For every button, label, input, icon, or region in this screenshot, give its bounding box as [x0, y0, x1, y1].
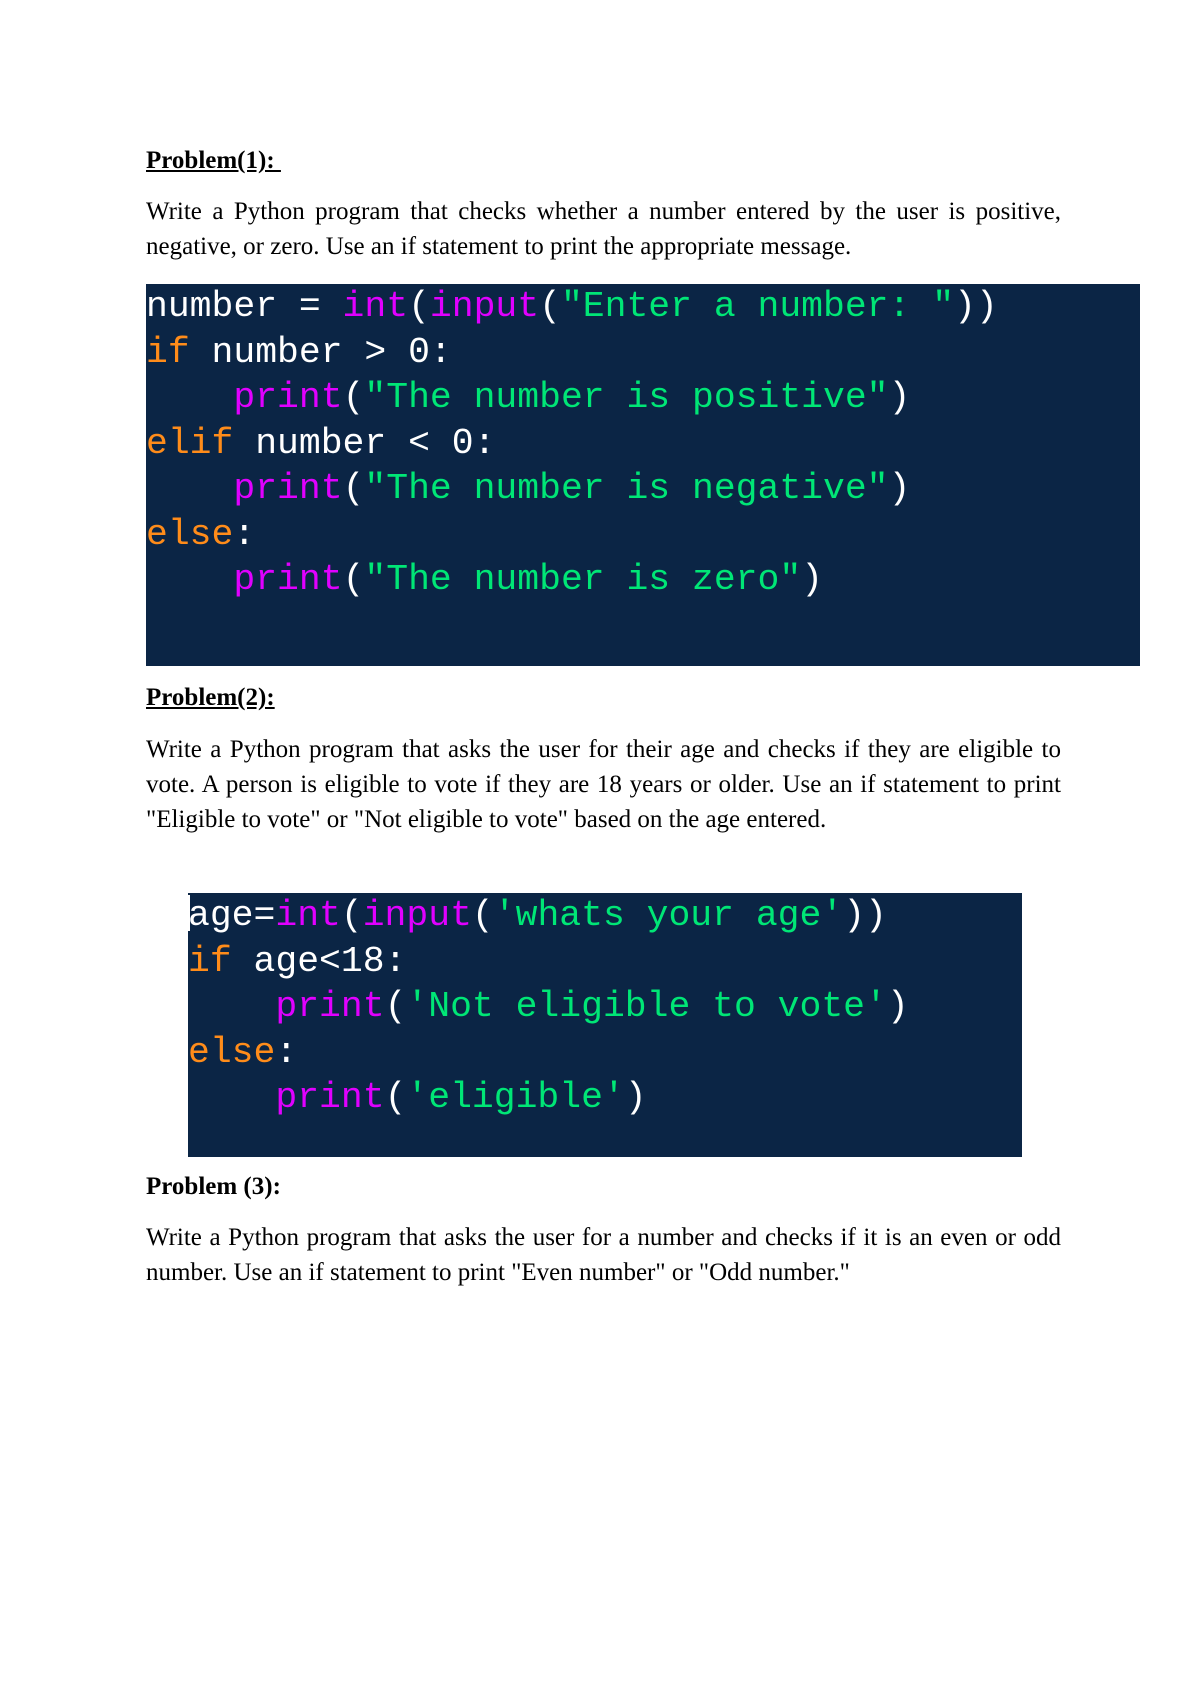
- code-token-plain: (: [471, 895, 494, 936]
- code-token-plain: number > 0:: [189, 331, 452, 373]
- code-token-plain: (: [384, 986, 407, 1027]
- code-line: [146, 512, 1140, 558]
- code-token-plain: )): [843, 895, 887, 936]
- code-token-fn: print: [233, 468, 343, 509]
- code-line: [188, 1075, 1022, 1121]
- code-token-str: "The number is positive": [364, 377, 889, 418]
- code-token-plain: ): [801, 559, 824, 600]
- code-token-plain: [146, 468, 233, 509]
- code-token-kw: if: [146, 331, 190, 373]
- code-token-plain: [146, 559, 233, 600]
- code-token-fn: input: [362, 895, 472, 936]
- code-token-plain: (: [539, 286, 561, 327]
- problem3-text: Write a Python program that asks the user for a number and checks if it is an even or odd number. Use an if statement to print "Even number" or "Odd number.": [146, 1224, 1061, 1286]
- code-token-plain: )): [954, 286, 998, 327]
- code-token-plain: (: [408, 286, 430, 327]
- code-token-str: 'Not eligible to vote': [406, 986, 887, 1027]
- code-line: [188, 939, 1022, 985]
- code-token-plain: age<18:: [231, 940, 407, 982]
- code-line: [188, 1030, 1022, 1076]
- code-line: [146, 284, 1140, 330]
- code-line: [188, 893, 1022, 939]
- code-line: [146, 466, 1140, 512]
- code-token-fn: int: [275, 895, 341, 936]
- code-token-str: 'whats your age': [493, 895, 844, 936]
- code-token-fn: print: [275, 1077, 385, 1118]
- code-token-plain: (: [340, 895, 363, 936]
- problem3-heading: [146, 1172, 281, 1202]
- problem2-heading: Problem(2):: [146, 684, 275, 711]
- code-token-plain: (: [342, 559, 365, 600]
- code-line: [146, 421, 1140, 467]
- code-token-kw: else: [188, 1031, 276, 1073]
- code-token-str: "Enter a number: ": [560, 286, 955, 327]
- code-token-fn: int: [342, 286, 409, 327]
- problem1-code-block: [146, 284, 1140, 666]
- code-token-plain: age=: [188, 895, 276, 936]
- code-token-plain: [188, 986, 275, 1027]
- code-token-plain: ): [624, 1077, 647, 1118]
- code-token-str: "The number is negative": [364, 468, 889, 509]
- code-token-plain: number < 0:: [233, 422, 496, 464]
- code-token-str: "The number is zero": [364, 559, 802, 600]
- code-token-plain: [146, 377, 233, 418]
- code-line: [146, 375, 1140, 421]
- code-token-plain: ): [888, 468, 911, 509]
- problem1-text: Write a Python program that checks whether a number entered by the user is positive, negative, or zero. Use an if statement to print the appropriate message.: [146, 198, 1061, 260]
- code-token-fn: input: [429, 286, 540, 327]
- code-token-plain: :: [275, 1031, 298, 1073]
- code-token-plain: (: [342, 377, 365, 418]
- code-token-kw: elif: [146, 422, 234, 464]
- code-token-plain: (: [384, 1077, 407, 1118]
- problem1-heading: Problem(1):: [146, 147, 281, 174]
- problem2-code-block: [188, 893, 1022, 1157]
- code-token-fn: print: [275, 986, 385, 1027]
- problem2-text: Write a Python program that asks the user for their age and checks if they are eligible to vote. A person is eligible to vote if they are 18 years or older. Use an if statement to print "Eligible to vote" or "Not eligible to vote" based on the age entered.: [146, 736, 1061, 833]
- code-token-fn: print: [233, 559, 343, 600]
- code-line: [146, 557, 1140, 603]
- code-line: [188, 984, 1022, 1030]
- code-token-plain: ): [888, 377, 911, 418]
- code-token-plain: :: [233, 513, 256, 555]
- code-token-kw: if: [188, 940, 232, 982]
- code-token-fn: print: [233, 377, 343, 418]
- code-line: [146, 330, 1140, 376]
- code-token-plain: number =: [146, 286, 343, 327]
- problem3-heading-text: Problem (3):: [146, 1173, 281, 1200]
- code-token-kw: else: [146, 513, 234, 555]
- code-token-plain: [188, 1077, 275, 1118]
- code-token-str: 'eligible': [406, 1077, 625, 1118]
- code-token-plain: (: [342, 468, 365, 509]
- code-token-plain: ): [886, 986, 909, 1027]
